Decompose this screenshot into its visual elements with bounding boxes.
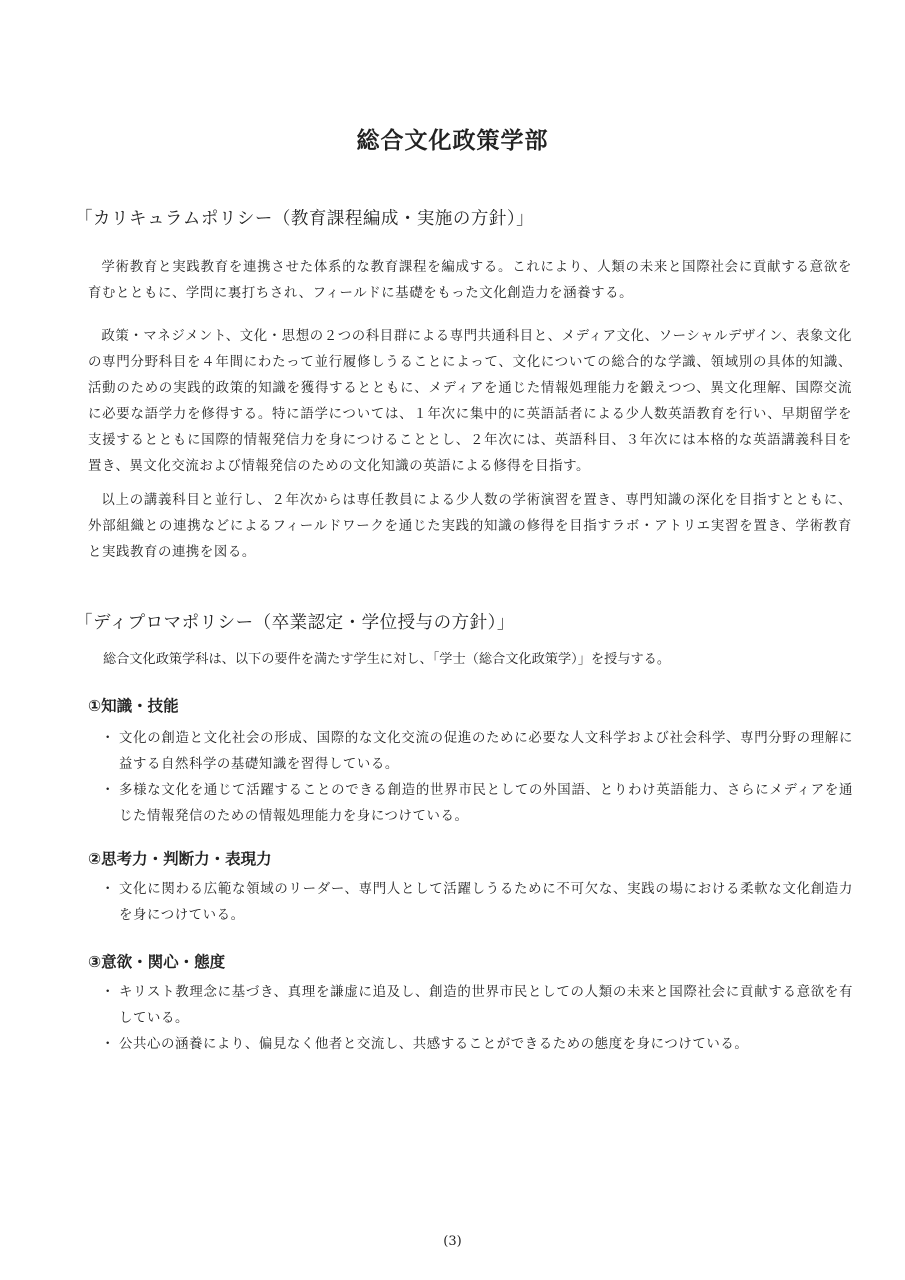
list-item: ・ 多様な文化を通じて活躍することのできる創造的世界市民としての外国語、とりわけ英語能力、さらにメディアを通じた情報発信のための情報処理能力を身につけている。 <box>103 778 853 830</box>
motivation-attitude-heading: ③意欲・関心・態度 <box>88 953 226 971</box>
page-title: 総合文化政策学部 <box>356 128 549 154</box>
curriculum-paragraph: 政策・マネジメント、文化・思想の２つの科目群による専門共通科目と、メディア文化、ソーシャルデザイン、表象文化の専門分野科目を４年間にわたって並行履修しうることによって、文化についての総合的な学識、領域別の具体的知識、活動のための実践的政策的知識を獲得するとともに、メディアを通じた情報処理能力を鍛えつつ、異文化理解、国際交流に必要な語学力を修得する。特に語学については、１年次に集中的に英語話者による少人数英語教育を行い、早期留学を支援するとともに国際的情報発信力を身につけることとし、２年次には、英語科目、３年次には本格的な英語講義科目を置き、異文化交流および情報発信のための文化知識の英語による修得を目指す。 <box>88 329 852 474</box>
knowledge-skills-list <box>103 726 853 830</box>
curriculum-paragraph: 学術教育と実践教育を連携させた体系的な教育課程を編成する。これにより、人類の未来と国際社会に貢献する意欲を育むとともに、学問に裏打ちされ、フィールドに基礎をもった文化創造力を涵養する。 <box>88 260 852 301</box>
curriculum-paragraph: 以上の講義科目と並行し、２年次からは専任教員による少人数の学術演習を置き、専門知識の深化を目指すとともに、外部組織との連携などによるフィールドワークを通じた実践的知識の修得を目指すラボ・アトリエ実習を置き、学術教育と実践教育の連携を図る。 <box>88 493 852 560</box>
thinking-judgment-heading: ②思考力・判断力・表現力 <box>88 850 272 868</box>
diploma-policy-heading: 「ディプロマポリシー（卒業認定・学位授与の方針）」 <box>75 613 515 633</box>
list-item: ・ キリスト教理念に基づき、真理を謙虚に追及し、創造的世界市民としての人類の未来と国際社会に貢献する意欲を有している。 <box>103 980 853 1032</box>
list-item: ・ 文化に関わる広範な領域のリーダー、専門人として活躍しうるために不可欠な、実践の場における柔軟な文化創造力を身につけている。 <box>103 877 853 929</box>
list-item: ・ 公共心の涵養により、偏見なく他者と交流し、共感することができるための態度を身につけている。 <box>103 1032 853 1058</box>
list-item: ・ 文化の創造と文化社会の形成、国際的な文化交流の促進のために必要な人文科学および社会科学、専門分野の理解に益する自然科学の基礎知識を習得している。 <box>103 726 853 778</box>
motivation-attitude-list <box>103 980 853 1058</box>
knowledge-skills-heading: ①知識・技能 <box>88 697 179 715</box>
diploma-intro: 総合文化政策学科は、以下の要件を満たす学生に対し、「学士（総合文化政策学）」を授与する。 <box>103 652 671 667</box>
curriculum-policy-heading: 「カリキュラムポリシー（教育課程編成・実施の方針）」 <box>75 209 535 229</box>
page-number: (3) <box>443 1234 462 1249</box>
thinking-judgment-list <box>103 877 853 929</box>
